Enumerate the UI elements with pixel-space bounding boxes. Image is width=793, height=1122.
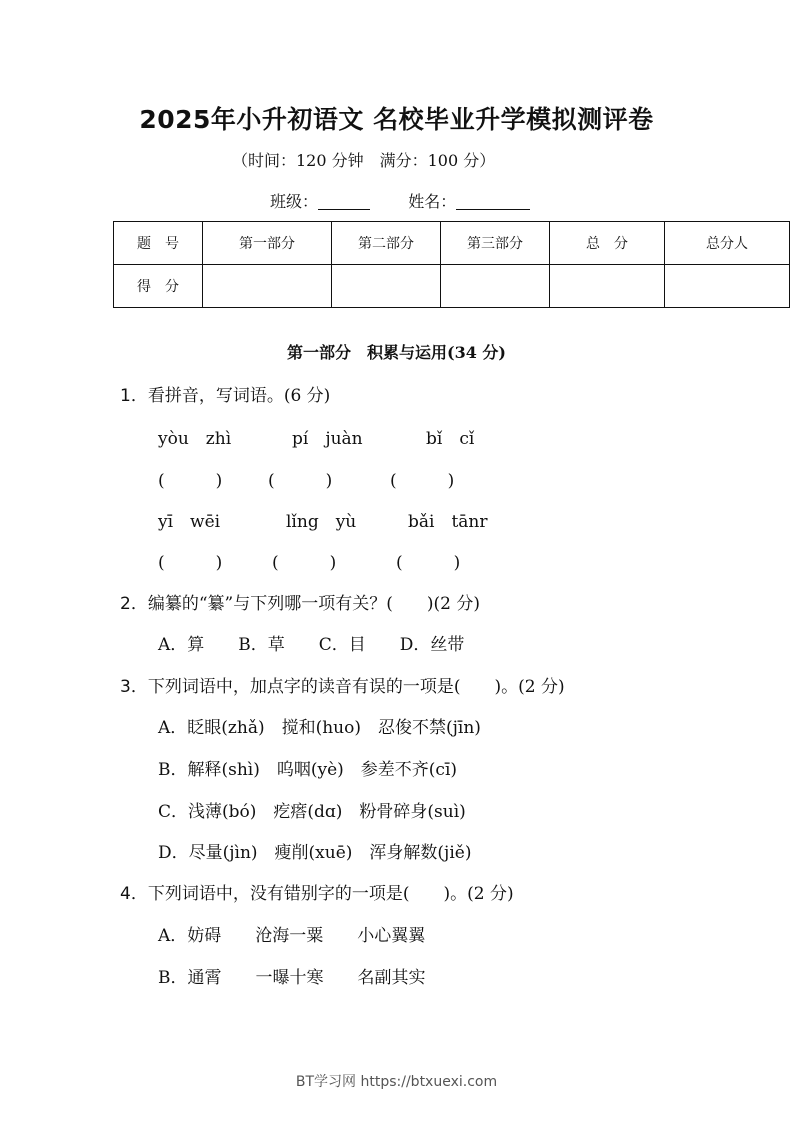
pinyin-row bbox=[158, 424, 474, 449]
answer-paren[interactable]: ( ) bbox=[268, 471, 333, 491]
score-header-cell: 总 分 bbox=[550, 222, 665, 265]
answer-paren[interactable]: ( ) bbox=[158, 471, 223, 491]
footer-watermark: BT学习网 https://btxuexi.com bbox=[295, 1074, 498, 1090]
score-header-cell: 第三部分 bbox=[441, 222, 550, 265]
question-2 bbox=[120, 589, 480, 614]
score-header-cell: 总分人 bbox=[665, 222, 790, 265]
pinyin-item: yī wēi bbox=[158, 512, 221, 532]
name-label: 姓名： bbox=[408, 192, 457, 211]
question-number: 1． bbox=[120, 386, 148, 406]
score-table-score-row bbox=[114, 265, 790, 308]
option-a: A．妨碍 沧海一粟 小心翼翼 bbox=[158, 926, 426, 946]
question-number: 3． bbox=[120, 677, 148, 697]
question-text: 看拼音，写词语。(6 分) bbox=[147, 386, 331, 406]
question-4 bbox=[120, 879, 514, 904]
pinyin-item: yòu zhì bbox=[158, 429, 232, 449]
class-label: 班级： bbox=[270, 192, 319, 211]
question-number: 4． bbox=[120, 884, 148, 904]
score-header-cell: 第二部分 bbox=[332, 222, 441, 265]
answer-paren[interactable]: ( ) bbox=[390, 471, 455, 491]
exam-info: （时间：120 分钟 满分：100 分） bbox=[232, 151, 496, 170]
score-cell[interactable] bbox=[203, 265, 332, 308]
option-b: B．解释(shì) 呜咽(yè) 参差不齐(cī) bbox=[158, 760, 458, 780]
score-table-header-row bbox=[114, 222, 790, 265]
answer-paren[interactable]: ( ) bbox=[158, 553, 223, 573]
option-c: C．浅薄(bó) 疙瘩(dɑ) 粉骨碎身(suì) bbox=[158, 802, 466, 822]
section-heading: 第一部分 积累与运用(34 分) bbox=[287, 343, 506, 362]
pinyin-item: bǎi tānr bbox=[408, 512, 488, 532]
score-cell[interactable] bbox=[665, 265, 790, 308]
score-row-label: 得 分 bbox=[114, 265, 203, 308]
page-title: 2025年小升初语文 名校毕业升学模拟测评卷 bbox=[139, 105, 654, 134]
pinyin-row bbox=[158, 507, 488, 532]
score-cell[interactable] bbox=[441, 265, 550, 308]
question-number: 2． bbox=[120, 594, 148, 614]
score-table bbox=[113, 221, 790, 308]
question-text: 下列词语中，没有错别字的一项是( )。(2 分) bbox=[147, 884, 514, 904]
option-d: D．尽量(jìn) 瘦削(xuē) 浑身解数(jiě) bbox=[158, 843, 472, 863]
score-header-cell: 第一部分 bbox=[203, 222, 332, 265]
question-options: A．算 B．草 C．目 D．丝带 bbox=[158, 635, 465, 655]
question-1 bbox=[120, 381, 330, 406]
option-b: B．通霄 一曝十寒 名副其实 bbox=[158, 968, 426, 988]
pinyin-item: lǐng yù bbox=[286, 512, 357, 532]
answer-paren-row bbox=[158, 548, 460, 573]
question-text: 下列词语中，加点字的读音有误的一项是( )。(2 分) bbox=[147, 677, 565, 697]
pinyin-item: pí juàn bbox=[292, 429, 363, 449]
answer-paren-row bbox=[158, 466, 454, 491]
score-header-cell: 题 号 bbox=[114, 222, 203, 265]
pinyin-item: bǐ cǐ bbox=[426, 429, 475, 449]
option-a: A．眨眼(zhǎ) 搅和(huo) 忍俊不禁(jīn) bbox=[158, 718, 481, 738]
name-blank[interactable] bbox=[456, 193, 530, 210]
class-blank[interactable] bbox=[318, 193, 370, 210]
score-cell[interactable] bbox=[332, 265, 441, 308]
answer-paren[interactable]: ( ) bbox=[396, 553, 461, 573]
answer-paren[interactable]: ( ) bbox=[272, 553, 337, 573]
score-cell[interactable] bbox=[550, 265, 665, 308]
question-3 bbox=[120, 672, 565, 697]
student-info-line bbox=[270, 189, 530, 212]
question-text: 编纂的“纂”与下列哪一项有关？( )(2 分) bbox=[147, 594, 480, 614]
